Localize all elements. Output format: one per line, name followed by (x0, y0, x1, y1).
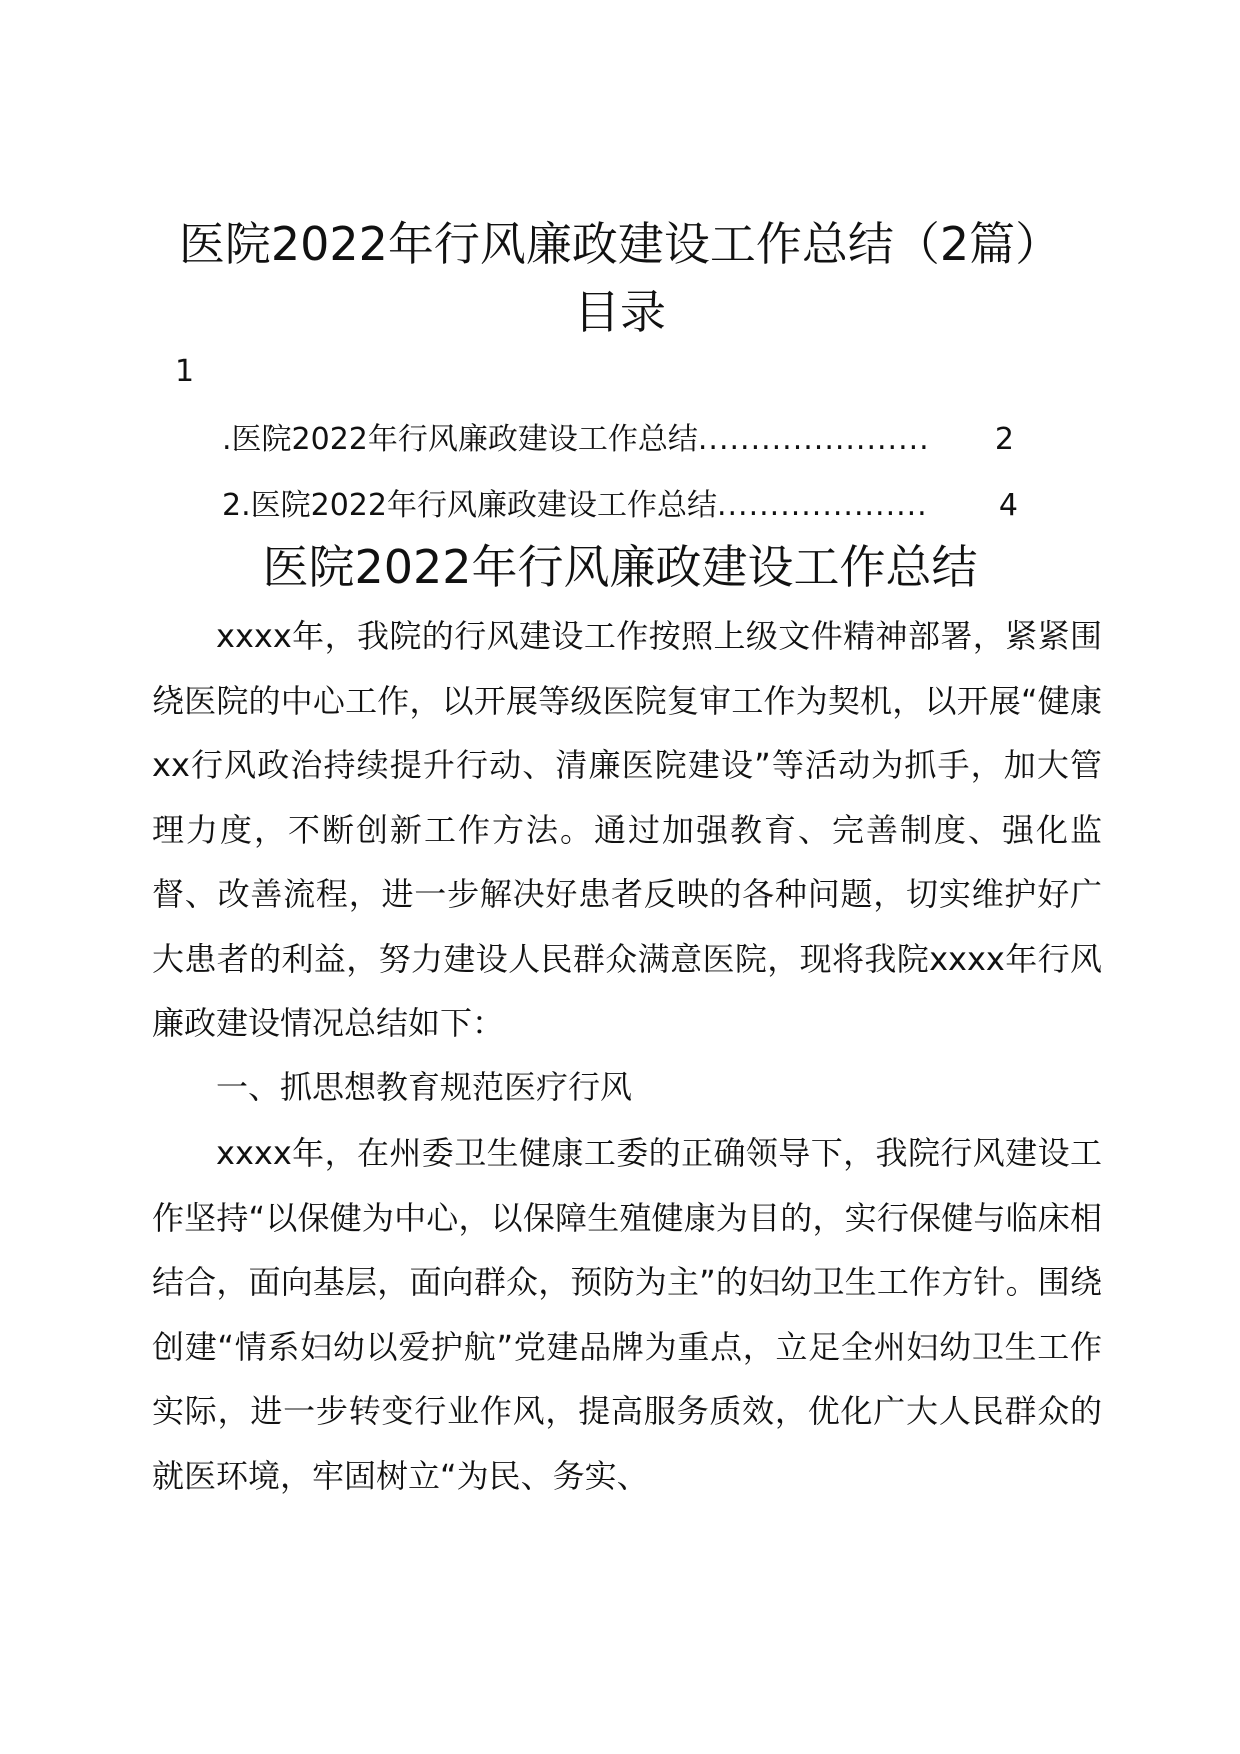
toc-entry[interactable] (222, 418, 1014, 462)
toc-heading: 目录 (574, 285, 666, 339)
toc-entry-page: 4 (998, 488, 1018, 523)
section-title: 医院2022年行风廉政建设工作总结 (262, 540, 978, 594)
toc-entry-leader: .................... (716, 488, 928, 523)
toc-entry-leader: ...................... (697, 422, 930, 457)
toc-entry[interactable] (222, 484, 1018, 528)
body-paragraph: xxxx年，我院的行风建设工作按照上级文件精神部署，紧紧围绕医院的中心工作，以开展等级医院复审工作为契机，以开展“健康xx行风政治持续提升行动、清廉医院建设”等活动为抓手，加大管理力度，不断创新工作方法。通过加强教育、完善制度、强化监督、改善流程，进一步解决好患者反映的各种问题，切实维护好广大患者的利益，努力建设人民群众满意医院，现将我院xxxx年行风廉政建设情况总结如下： (152, 617, 1102, 1042)
toc-entry-text: 2.医院2022年行风廉政建设工作总结 (222, 488, 717, 523)
toc-number: 1 (175, 354, 195, 389)
toc-entry-page: 2 (994, 422, 1014, 457)
toc-entry-text: .医院2022年行风廉政建设工作总结 (222, 422, 698, 457)
section-heading: 一、抓思想教育规范医疗行风 (216, 1068, 633, 1106)
document-title: 医院2022年行风廉政建设工作总结（2篇） (178, 217, 1062, 271)
body-paragraph: xxxx年，在州委卫生健康工委的正确领导下，我院行风建设工作坚持“以保健为中心，以保障生殖健康为目的，实行保健与临床相结合，面向基层，面向群众，预防为主”的妇幼卫生工作方针。围绕创建“情系妇幼以爱护航”党建品牌为重点，立足全州妇幼卫生工作实际，进一步转变行业作风，提高服务质效，优化广大人民群众的就医环境，牢固树立“为民、务实、 (152, 1134, 1102, 1495)
